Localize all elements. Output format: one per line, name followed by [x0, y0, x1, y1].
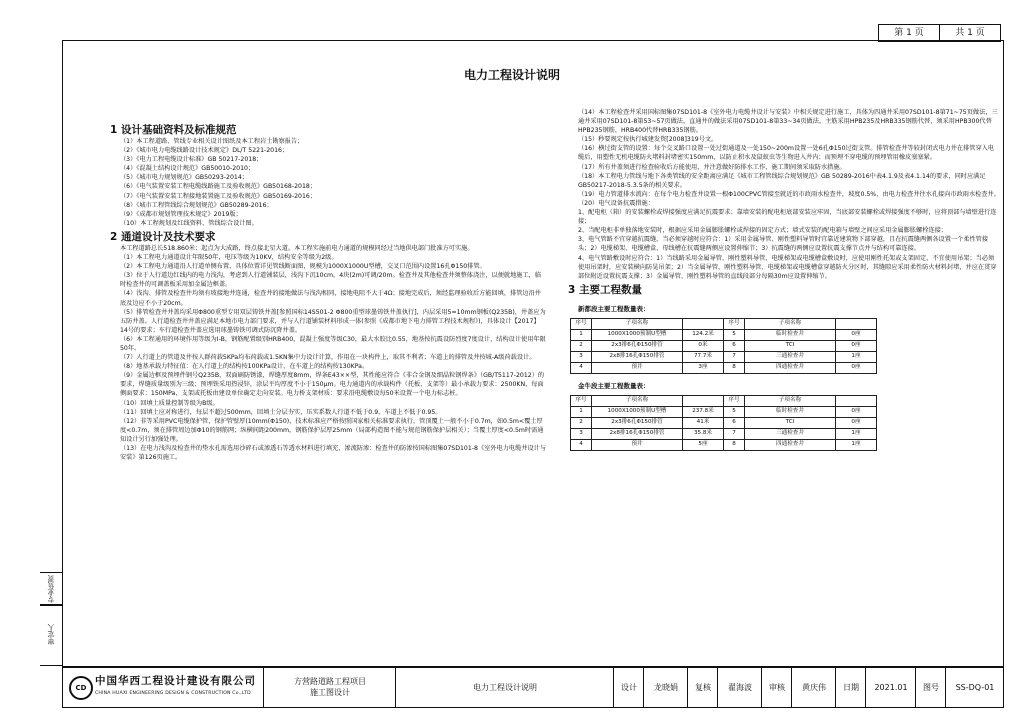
- table-cell: TCI: [745, 417, 836, 428]
- table-cell: 124.2米: [683, 329, 724, 340]
- title-block: [62, 666, 1004, 708]
- table-row: [571, 329, 877, 340]
- table-cell: 35.8米: [683, 428, 724, 439]
- table-cell: [836, 318, 877, 329]
- company-logo-icon: CD: [69, 676, 93, 700]
- table-cell: 2x3排6孔Φ150排管: [592, 417, 683, 428]
- table-cell: 三通检查井: [745, 351, 836, 362]
- table-cell: 子项名称: [745, 318, 836, 329]
- list-item: （8）地基承载力特征值：在人行道上的结构按100KPa设计，在车道上的结构按130KPa。: [120, 363, 369, 371]
- table-row: [571, 318, 877, 329]
- table-cell: 7: [724, 428, 745, 439]
- list-item: （16）横过街支管的设置：每个交叉路口设置一处过街通道及一处150~200m设置一处6孔Φ150过街支管。排管检查井等较封闭式电力井在排管穿入电缆后，用塑性无机电缆防火堵料封堵密实150mm，以防止积水及鼠蚁虫等生物进入井内；而预埋不穿电缆的预埋管用橡皮塞塞紧。: [578, 145, 995, 162]
- table-cell: [683, 395, 724, 406]
- right-column: [568, 108, 1000, 451]
- table-row: [571, 406, 877, 417]
- table-cell: 1座: [836, 428, 877, 439]
- section-2-list: [110, 253, 547, 462]
- list-item: （10）本工程规划及红线资料、管线综合设计图。: [120, 219, 258, 227]
- table-cell: 1000X1000预制U型槽: [592, 406, 683, 417]
- list-item: 3、电气管路不宜穿越抗震缝，当必须穿越时应符合：1）采用金属导管、刚性塑料导管时宜靠近建筑物下部穿越，且在抗震缝两侧各设置一个柔性管接头；2）电缆梯架、电缆槽盒、母线槽在抗震缝两侧应设置伸缩节；3）抗震缝的两侧应设置抗震支撑节点并与结构可靠连接。: [578, 236, 989, 253]
- list-item: （19）电力管道排水流向：在每个电力检查井设置一根Φ100CPVC管接至就近的市政雨水检查井，坡度0.5%，由电力检查井往水孔接向市政雨水检查井。: [578, 190, 1000, 198]
- table-cell: 子项名称: [592, 318, 683, 329]
- table-row: [571, 351, 877, 362]
- list-item: （7）人行道上的管道及井按人群荷载5KPa均布荷载或1.5KN集中力设计计算，作用在一块构件上，取其不利者；车道上的排管及井按城-A级荷载设计。: [120, 354, 536, 362]
- table-cell: 序号: [724, 395, 745, 406]
- table-cell: 临时检查井: [745, 406, 836, 417]
- list-item: （17）所有井盖须进行检查验收后方能使用，并注意做好防排水工作，施工期间须采取防水措施。: [578, 163, 846, 171]
- table-cell: 4: [571, 439, 592, 450]
- check-label: 审核: [761, 667, 792, 707]
- table-cell: 5: [724, 329, 745, 340]
- list-item: （5）《城市电力规划规范》GB50293-2014；: [120, 174, 248, 182]
- side-label-approver: 审定人: [40, 604, 63, 666]
- table-cell: 序号: [571, 318, 592, 329]
- section-2-continued-list: [568, 108, 1000, 281]
- table-cell: 4: [571, 362, 592, 373]
- drawing-name: 电力工程设计说明: [395, 667, 614, 707]
- design-stage: 施工图设计: [310, 688, 350, 697]
- list-item: （14）本工程检查井采用国标图集07SD101-8《室外电力电缆井设计与安装》中相关规定进行施工，具体为四通井采用07SD101-8第71~75页做法，三通井采用07SD101-8第53~57页做法，直通井的做法采用07SD101-8第33~34页做法。主筋采用HPB235及HRB335钢筋代替，须采用HPB300代替HPB235钢筋，HRB400代替HRB335钢筋。: [578, 109, 998, 135]
- list-item: （13）在电力浅沟及检查井的垫水孔需选用沙碎石或渗透石等透水材料进行填充，渗流防渗：检查井的防渗按国标图集07SD101-8《室外电力电缆井设计与安装》第126页施工。: [120, 445, 547, 462]
- quantity-table-xindu: [570, 318, 877, 374]
- list-item: （12）非等采用PVC电缆保护管，保护管壁厚(10mm(Φ150)，技术标准应严格按照国家相关标准要求执行，管顶覆土一般不小于0.7m，如0.5m<覆土厚度<0.7m，须在排管周边加Φ10的钢筋网；纵横间距200mm，钢筋保护层厚25mm（局部构造图不能与规范钢筋保护层相关）；当覆土厚度<0.5m时需通知设计另行加强处理。: [120, 417, 544, 443]
- date-value: 2021.01: [865, 667, 916, 707]
- table-cell: 1: [571, 406, 592, 417]
- side-label-discipline: 专业负责: [40, 572, 63, 606]
- list-item: （6）《电气装置安装工程电缆线路施工及验收规范》GB50168-2018；: [120, 183, 317, 191]
- section-2-heading: 2 通道设计及技术要求: [110, 230, 216, 243]
- table-cell: 3座: [683, 362, 724, 373]
- table-row: [571, 428, 877, 439]
- list-item: （10）回填土质量控制等级为B级。: [120, 399, 219, 407]
- table-cell: 序号: [724, 318, 745, 329]
- table-cell: 3: [571, 428, 592, 439]
- table-cell: 6: [724, 340, 745, 351]
- table-2-caption: 金牛段主要工程数量表：: [578, 381, 650, 390]
- table-cell: 2: [571, 417, 592, 428]
- table-cell: [683, 318, 724, 329]
- list-item: （9）金属边框及预埋件钢号Q235B，双面刷防锈漆，焊缝厚度8mm，焊条E43××型，其性能应符合《非合金钢及细晶粒钢焊条》（GB/T5117-2012）的要求，焊缝质量级别为三级；预埋铁采用热浸锌，涂层平均厚度不小于150μm。电力通道内的承载构件（托板、支架等）最小承载力要求：2500KN，每面侧面要求：150MPa，支架或托板由建设单位确定走向安装。电力桥支架材质：要求沿电缆敷设每50米设置一个电力标志桩。: [120, 372, 545, 398]
- table-cell: 序号: [571, 395, 592, 406]
- table-cell: 0座: [836, 362, 877, 373]
- reviewer-signature: 翟海波: [717, 667, 762, 707]
- list-item: （11）回填土应对称进行，每层不超过500mm，回填土分层夯实，压实系数人行道不低于0.9，车道上不低于0.95。: [120, 408, 442, 416]
- table-cell: 0座: [836, 340, 877, 351]
- table-row: [571, 395, 877, 406]
- review-label: 复核: [687, 667, 718, 707]
- table-cell: 3: [571, 351, 592, 362]
- table-row: [571, 417, 877, 428]
- table-cell: 7: [724, 351, 745, 362]
- drawing-number-label: 图号: [915, 667, 946, 707]
- table-cell: TCI: [745, 340, 836, 351]
- table-row: [571, 362, 877, 373]
- section-2-intro: 本工程道路总长518.860米；起点为大成路，终点接北星大道。本工程实施前电力通道的规模同经过当地供电部门批准方可实施。: [120, 244, 474, 252]
- table-cell: 临时检查井: [745, 329, 836, 340]
- list-item: （4）《混凝土结构设计规范》GB50010-2010；: [120, 165, 255, 173]
- company-name-en: CHINA HUAXI ENGINEERING DESIGN & CONSTRUCTION Co.,LTD: [95, 691, 251, 696]
- table-cell: 5座: [683, 439, 724, 450]
- table-cell: 1: [571, 329, 592, 340]
- table-cell: 8: [724, 362, 745, 373]
- list-item: （2）《城市电力电缆线路设计技术规定》DL/T 5221-2016；: [120, 147, 289, 155]
- left-column: [110, 121, 547, 462]
- section-1-list: [110, 137, 547, 228]
- table-cell: 四通检查井: [745, 439, 836, 450]
- table-1-caption: 新都段主要工程数量表：: [578, 304, 650, 313]
- date-label: 日期: [835, 667, 866, 707]
- list-item: （1）本工程道路、管线专业相关设计图纸及本工程岩土勘察报告；: [120, 138, 304, 145]
- table-cell: [836, 395, 877, 406]
- table-cell: 1座: [836, 351, 877, 362]
- page-total: 共 1 页: [939, 24, 1001, 42]
- table-cell: 1座: [836, 439, 877, 450]
- table-cell: 2x3排6孔Φ150排管: [592, 340, 683, 351]
- list-item: 1、配电柜（箱）的安装螺栓或焊接强度应满足抗震要求；靠墙安装的配电柜底部安装应牢固，当底部安装螺栓或焊接强度不够时，应将顶部与墙壁进行连接；: [578, 209, 997, 226]
- table-cell: 2x8排16孔Φ150排管: [592, 351, 683, 362]
- list-item: 4、电气管路敷设时应符合：1）当线路采用金属导管、刚性塑料导管、电缆梯架或电缆槽盒敷设时，应使用刚性托架或支架固定，不宜使用吊架；当必须使用吊架时，应安装横向防晃吊架；2）当金属导管、刚性塑料导管、电缆梯架或电缆槽盒穿越防火分区时，其缝隙应采用柔性防火材料封堵，并应在贯穿部位附近设置抗震支撑；3）金属导管、刚性塑料导管的直线段部分每隔30m应设置伸缩节。: [578, 254, 997, 280]
- section-3-heading: 3 主要工程数量: [568, 283, 642, 296]
- table-cell: 1000X1000预制U型槽: [592, 329, 683, 340]
- table-cell: 子项名称: [745, 395, 836, 406]
- table-cell: 0座: [836, 406, 877, 417]
- table-cell: 三通检查井: [745, 428, 836, 439]
- designer-signature: 龙晓娟: [643, 667, 688, 707]
- project-name-cell: [263, 667, 396, 707]
- list-item: （15）秒要规定按执行城建发资[2008]319号文。: [578, 136, 718, 144]
- quantity-table-jinniu: [570, 395, 877, 451]
- list-item: （2）本工程电力通道沿人行道单侧布置，具体位置详见管线断面图，规模为1000X1000U型槽，交叉口范围内设置16孔Φ150排管。: [120, 263, 486, 271]
- section-1-heading: 1 设计基础资料及标准规范: [110, 124, 237, 136]
- table-row: [571, 439, 877, 450]
- table-row: [571, 340, 877, 351]
- table-cell: 2x8排16孔Φ150排管: [592, 428, 683, 439]
- table-cell: 子项名称: [592, 395, 683, 406]
- list-item: （18）本工程电力管线与地下各类管线的安全距离应满足《城市工程管线综合规划规范》GB 50289-2016中表4.1.9及表4.1.14的要求，同时应满足GB50217-2018-5.3.5条的相关要求。: [578, 172, 986, 189]
- list-item: （4）浅沟、排管及检查井均须有坡接地井连通，检查井的接地做法与浅沟相同，接地电阻不大于4Ω；接地完成后，须经监理验收后方能回填，排管边沿井底及边应不小于20cm。: [120, 290, 541, 307]
- page-current: 第 1 页: [878, 24, 940, 42]
- table-cell: 2: [571, 340, 592, 351]
- checker-signature: 黄庆伟: [791, 667, 836, 707]
- list-item: （9）《成都市规划管理技术规定》2019版；: [120, 210, 242, 218]
- list-item: （3）《电力工程电缆设计标准》GB 50217-2018；: [120, 156, 263, 164]
- list-item: 2、当配电柜非单独落地安装时，根据应采用金属膨胀螺栓或焊接的固定方式；墙式安装的配电箱与墙壁之间应采用金属膨胀螺栓连接；: [578, 227, 947, 235]
- list-item: （5）排管检查井井盖均采用Φ800重型专用双层铸铁井盖[参照国标14S501-2 Φ800重型球墨铸铁井盖执行]，内层采用5=10mm钢板(Q235B)，井盖应为五防井盖。人行道检查井井盖应满足本地市电力部门要求，并与人行道铺装材料形成一体(参照《成都市地下电力排管工程技术规程》)，具体设计【2017】14号的要求；车行道检查井盖应选用球墨铸铁可调式防沉降井盖。: [120, 308, 546, 334]
- table-cell: 0米: [683, 340, 724, 351]
- list-item: （20）电气设备抗震措施：: [578, 199, 654, 207]
- table-cell: 77.7米: [683, 351, 724, 362]
- table-cell: 预井: [592, 362, 683, 373]
- list-item: （1）本工程电力通道设计年限50年，电压等级为10KV，结构安全等级为2级。: [120, 254, 338, 262]
- table-cell: 四通检查井: [745, 362, 836, 373]
- table-cell: 41米: [683, 417, 724, 428]
- table-cell: 237.8米: [683, 406, 724, 417]
- drawing-number: SS-DQ-01: [945, 667, 1004, 707]
- list-item: （7）《电气装置安装工程接地装置施工及验收规范》GB50169-2016；: [120, 192, 317, 200]
- table-cell: 6: [724, 417, 745, 428]
- table-cell: 预井: [592, 439, 683, 450]
- document-title: 电力工程设计说明: [463, 68, 560, 82]
- list-item: （6）本工程通用的环境作用等级为Ⅰ-B，钢筋配置级别HRB400，混凝土强度等级C30，最大水胶比0.55，地基按抗震设防烈度7度设计，结构设计使用年限50年。: [120, 335, 546, 352]
- table-cell: 5: [724, 406, 745, 417]
- list-item: （8）《城市工程管线综合规划规范》GB50289-2016；: [120, 201, 273, 209]
- company-name: 中国华西工程设计建设有限公司: [95, 675, 256, 687]
- project-name: 方营路道路工程项目: [294, 677, 366, 686]
- table-cell: 8: [724, 439, 745, 450]
- design-label: 设计: [613, 667, 644, 707]
- table-cell: 0座: [836, 329, 877, 340]
- list-item: （3）位于人行道边红线内的电力浅沟，考虑到人行道铺装层，浅沟下沉10cm，4块(2m)可调/20m。检查井及其他检查井须整体浇注，以便就地施工，临时检查井的可调盖板采用加金属边框盖。: [120, 272, 542, 289]
- table-cell: 0座: [836, 417, 877, 428]
